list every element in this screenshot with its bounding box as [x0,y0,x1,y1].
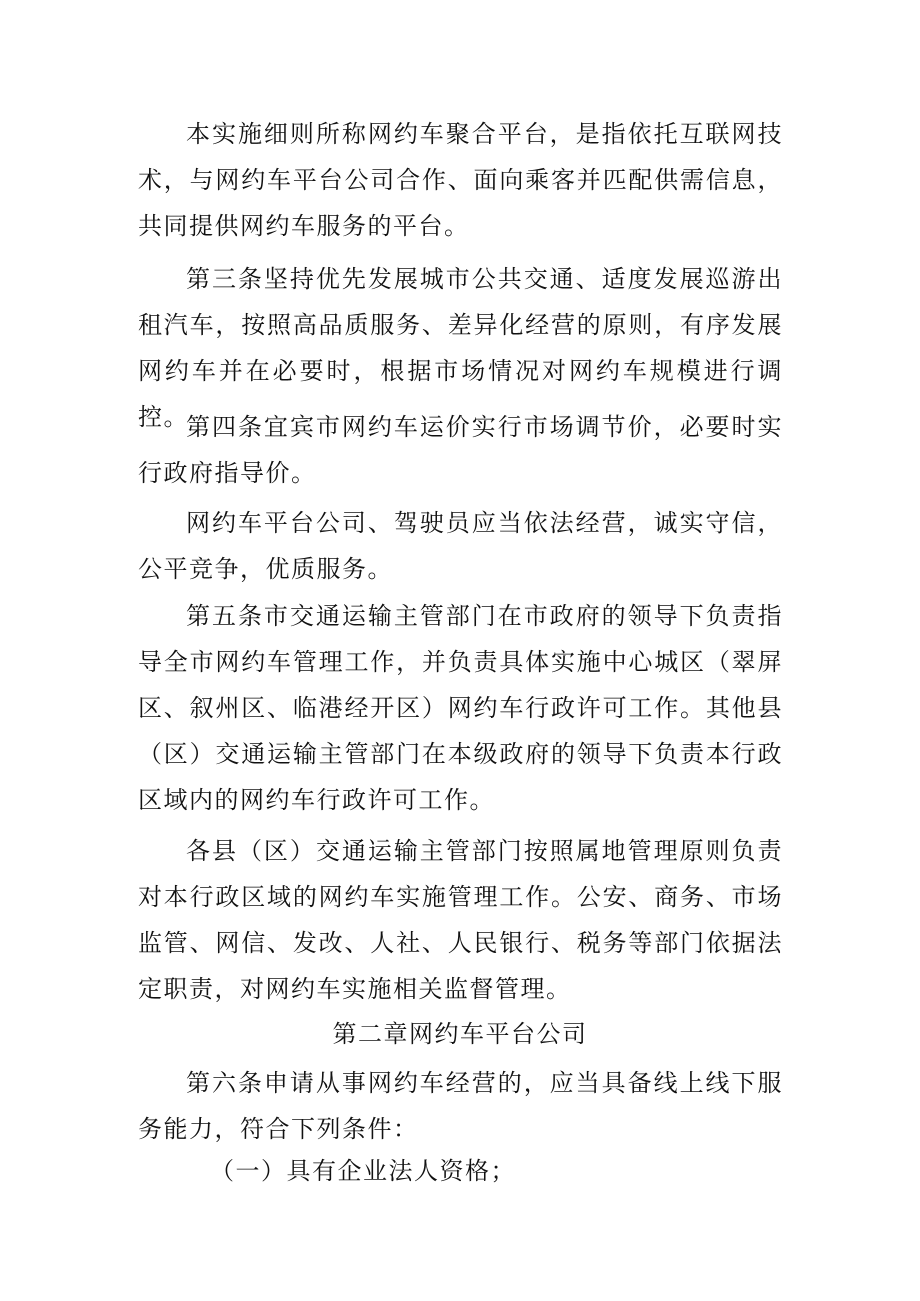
list-item-1: （一）具有企业法人资格； [210,1157,516,1185]
paragraph-aggregation-platform-definition: 本实施细则所称网约车聚合平台，是指依托互联网技术，与网约车平台公司合作、面向乘客并匹配供需信息，共同提供网约车服务的平台。 [138,120,783,240]
paragraph-article-6: 第六条申请从事网约车经营的，应当具备线上线下服务能力，符合下列条件： [138,1069,783,1143]
paragraph-article-4: 第四条宜宾市网约车运价实行市场调节价，必要时实行政府指导价。 [138,413,783,487]
paragraph-lawful-operation: 网约车平台公司、驾驶员应当依法经营，诚实守信，公平竞争，优质服务。 [138,509,783,583]
paragraph-county-management: 各县（区）交通运输主管部门按照属地管理原则负责对本行政区域的网约车实施管理工作。公安、商务、市场监管、网信、发改、人社、人民银行、税务等部门依据法定职责，对网约车实施相关监督管理。 [138,837,783,1003]
chapter-heading: 第二章网约车平台公司 [332,1020,588,1048]
paragraph-article-3: 第三条坚持优先发展城市公共交通、适度发展巡游出租汽车，按照高品质服务、差异化经营的原则，有序发展网约车并在必要时，根据市场情况对网约车规模进行调控。 [138,265,783,431]
paragraph-article-5: 第五条市交通运输主管部门在市政府的领导下负责指导全市网约车管理工作，并负责具体实施中心城区（翠屏区、叙州区、临港经开区）网约车行政许可工作。其他县（区）交通运输主管部门在本级政府的领导下负责本行政区域内的网约车行政许可工作。 [138,602,783,814]
